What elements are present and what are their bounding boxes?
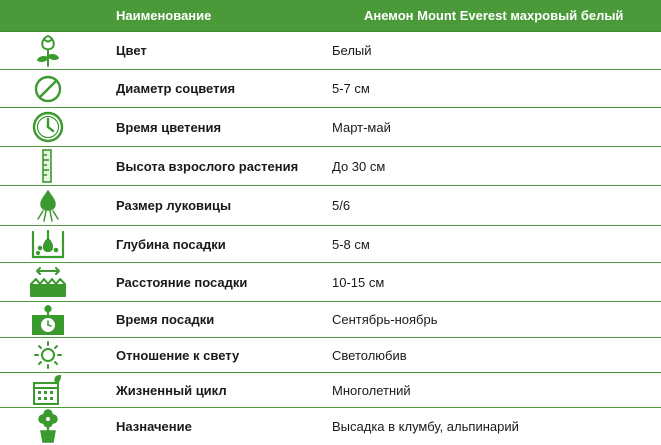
row-label: Отношение к свету <box>116 347 240 363</box>
planting-depth-icon <box>0 226 95 262</box>
bulb-icon <box>0 186 95 225</box>
row-label: Высота взрослого растения <box>116 158 299 174</box>
row-value: 5-7 см <box>332 81 370 96</box>
table-row <box>0 338 661 373</box>
table-header <box>0 0 661 32</box>
table-row <box>0 70 661 108</box>
row-value: 5-8 см <box>332 236 370 252</box>
table-row <box>0 373 661 408</box>
row-label: Жизненный цикл <box>116 382 227 398</box>
row-label: Назначение <box>116 418 192 434</box>
clock-icon <box>0 108 95 146</box>
row-value: До 30 см <box>332 158 386 174</box>
header-icon-cell <box>0 0 95 31</box>
table-row <box>0 186 661 226</box>
row-value: Сентябрь-ноябрь <box>332 312 438 327</box>
ruler-icon <box>0 147 95 185</box>
table-row <box>0 263 661 302</box>
row-value: Март-май <box>332 119 391 135</box>
table-row <box>0 147 661 186</box>
row-label: Диаметр соцветия <box>116 81 236 96</box>
row-label: Глубина посадки <box>116 236 226 252</box>
planting-time-icon <box>0 302 95 337</box>
table-row <box>0 408 661 444</box>
row-value: Светолюбив <box>332 347 407 363</box>
flower-pot-icon <box>0 408 95 444</box>
table-row <box>0 226 661 263</box>
row-label: Размер луковицы <box>116 198 232 213</box>
row-value: Высадка в клумбу, альпинарий <box>332 418 519 434</box>
row-label: Цвет <box>116 43 147 58</box>
table-row <box>0 302 661 338</box>
row-label: Расстояние посадки <box>116 274 248 290</box>
row-label: Время цветения <box>116 119 222 135</box>
table-row <box>0 32 661 70</box>
diameter-icon <box>0 70 95 107</box>
planting-distance-icon <box>0 263 95 301</box>
header-name-label: Наименование <box>116 8 212 23</box>
table-row <box>0 108 661 147</box>
row-value: 5/6 <box>332 198 351 213</box>
sun-icon <box>0 338 95 372</box>
row-label: Время посадки <box>116 312 215 327</box>
header-product-label: Анемон Mount Everest махровый белый <box>364 8 624 23</box>
row-value: Многолетний <box>332 382 411 398</box>
life-cycle-icon <box>0 373 95 407</box>
row-value: Белый <box>332 43 372 58</box>
row-value: 10-15 см <box>332 274 385 290</box>
rose-icon <box>0 32 95 69</box>
